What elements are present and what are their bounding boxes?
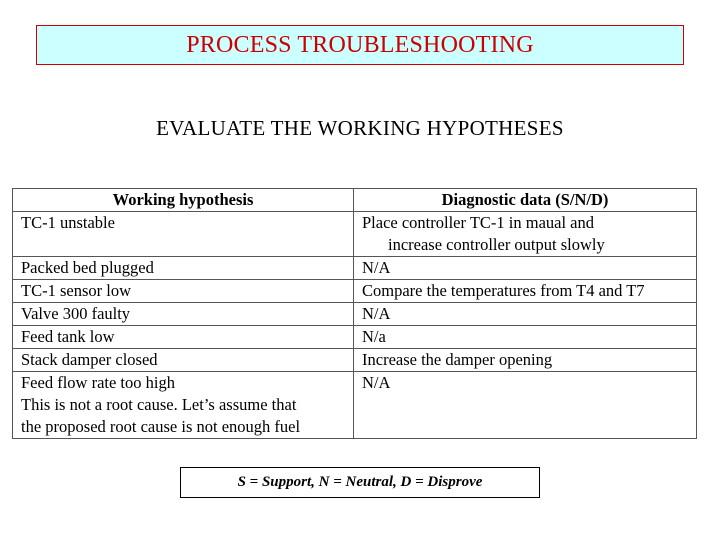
page-subtitle: EVALUATE THE WORKING HYPOTHESES (156, 116, 564, 140)
diagnostic-cell (354, 326, 697, 349)
diagnostic-cell (354, 349, 697, 372)
hypothesis-cell (13, 257, 354, 280)
diagnostic-text: N/A (362, 258, 391, 277)
diagnostic-cell (354, 212, 697, 257)
hypothesis-text: TC-1 unstable (21, 213, 115, 232)
column-header-diagnostic: Diagnostic data (S/N/D) (354, 189, 697, 212)
hypothesis-text: TC-1 sensor low (21, 281, 131, 300)
table-row (13, 326, 697, 349)
column-header-hypothesis: Working hypothesis (13, 189, 354, 212)
diagnostic-text: Place controller TC-1 in maual and (362, 213, 594, 232)
hypothesis-note: the proposed root cause is not enough fuel (21, 417, 301, 436)
diagnostic-text: increase controller output slowly (388, 235, 605, 254)
page-title: PROCESS TROUBLESHOOTING (186, 31, 534, 58)
table-row (13, 349, 697, 372)
hypothesis-cell (13, 303, 354, 326)
diagnostic-text: Compare the temperatures from T4 and T7 (362, 281, 645, 300)
legend-box: S = Support, N = Neutral, D = Disprove (180, 467, 540, 498)
hypothesis-cell (13, 212, 354, 257)
hypothesis-text: Valve 300 faulty (21, 304, 131, 323)
table-row (13, 257, 697, 280)
table-row (13, 303, 697, 326)
hypothesis-note: This is not a root cause. Let’s assume that (21, 395, 297, 414)
hypothesis-cell (13, 280, 354, 303)
diagnostic-text: N/a (362, 327, 386, 346)
hypothesis-text: Packed bed plugged (21, 258, 154, 277)
table-row (13, 212, 697, 257)
hypothesis-text: Feed tank low (21, 327, 115, 346)
diagnostic-cell (354, 280, 697, 303)
hypothesis-cell (13, 326, 354, 349)
diagnostic-text: Increase the damper opening (362, 350, 553, 369)
diagnostic-text: N/A (362, 304, 391, 323)
hypothesis-text: Feed flow rate too high (21, 373, 175, 392)
hypothesis-cell (13, 372, 354, 439)
hypothesis-cell (13, 349, 354, 372)
diagnostic-cell (354, 257, 697, 280)
diagnostic-text: N/A (362, 373, 391, 392)
diagnostic-cell (354, 372, 697, 439)
title-banner (36, 25, 684, 65)
table-header-row (13, 189, 697, 212)
table-row (13, 372, 697, 439)
hypotheses-table (12, 188, 697, 439)
hypothesis-text: Stack damper closed (21, 350, 158, 369)
table-row (13, 280, 697, 303)
diagnostic-cell (354, 303, 697, 326)
